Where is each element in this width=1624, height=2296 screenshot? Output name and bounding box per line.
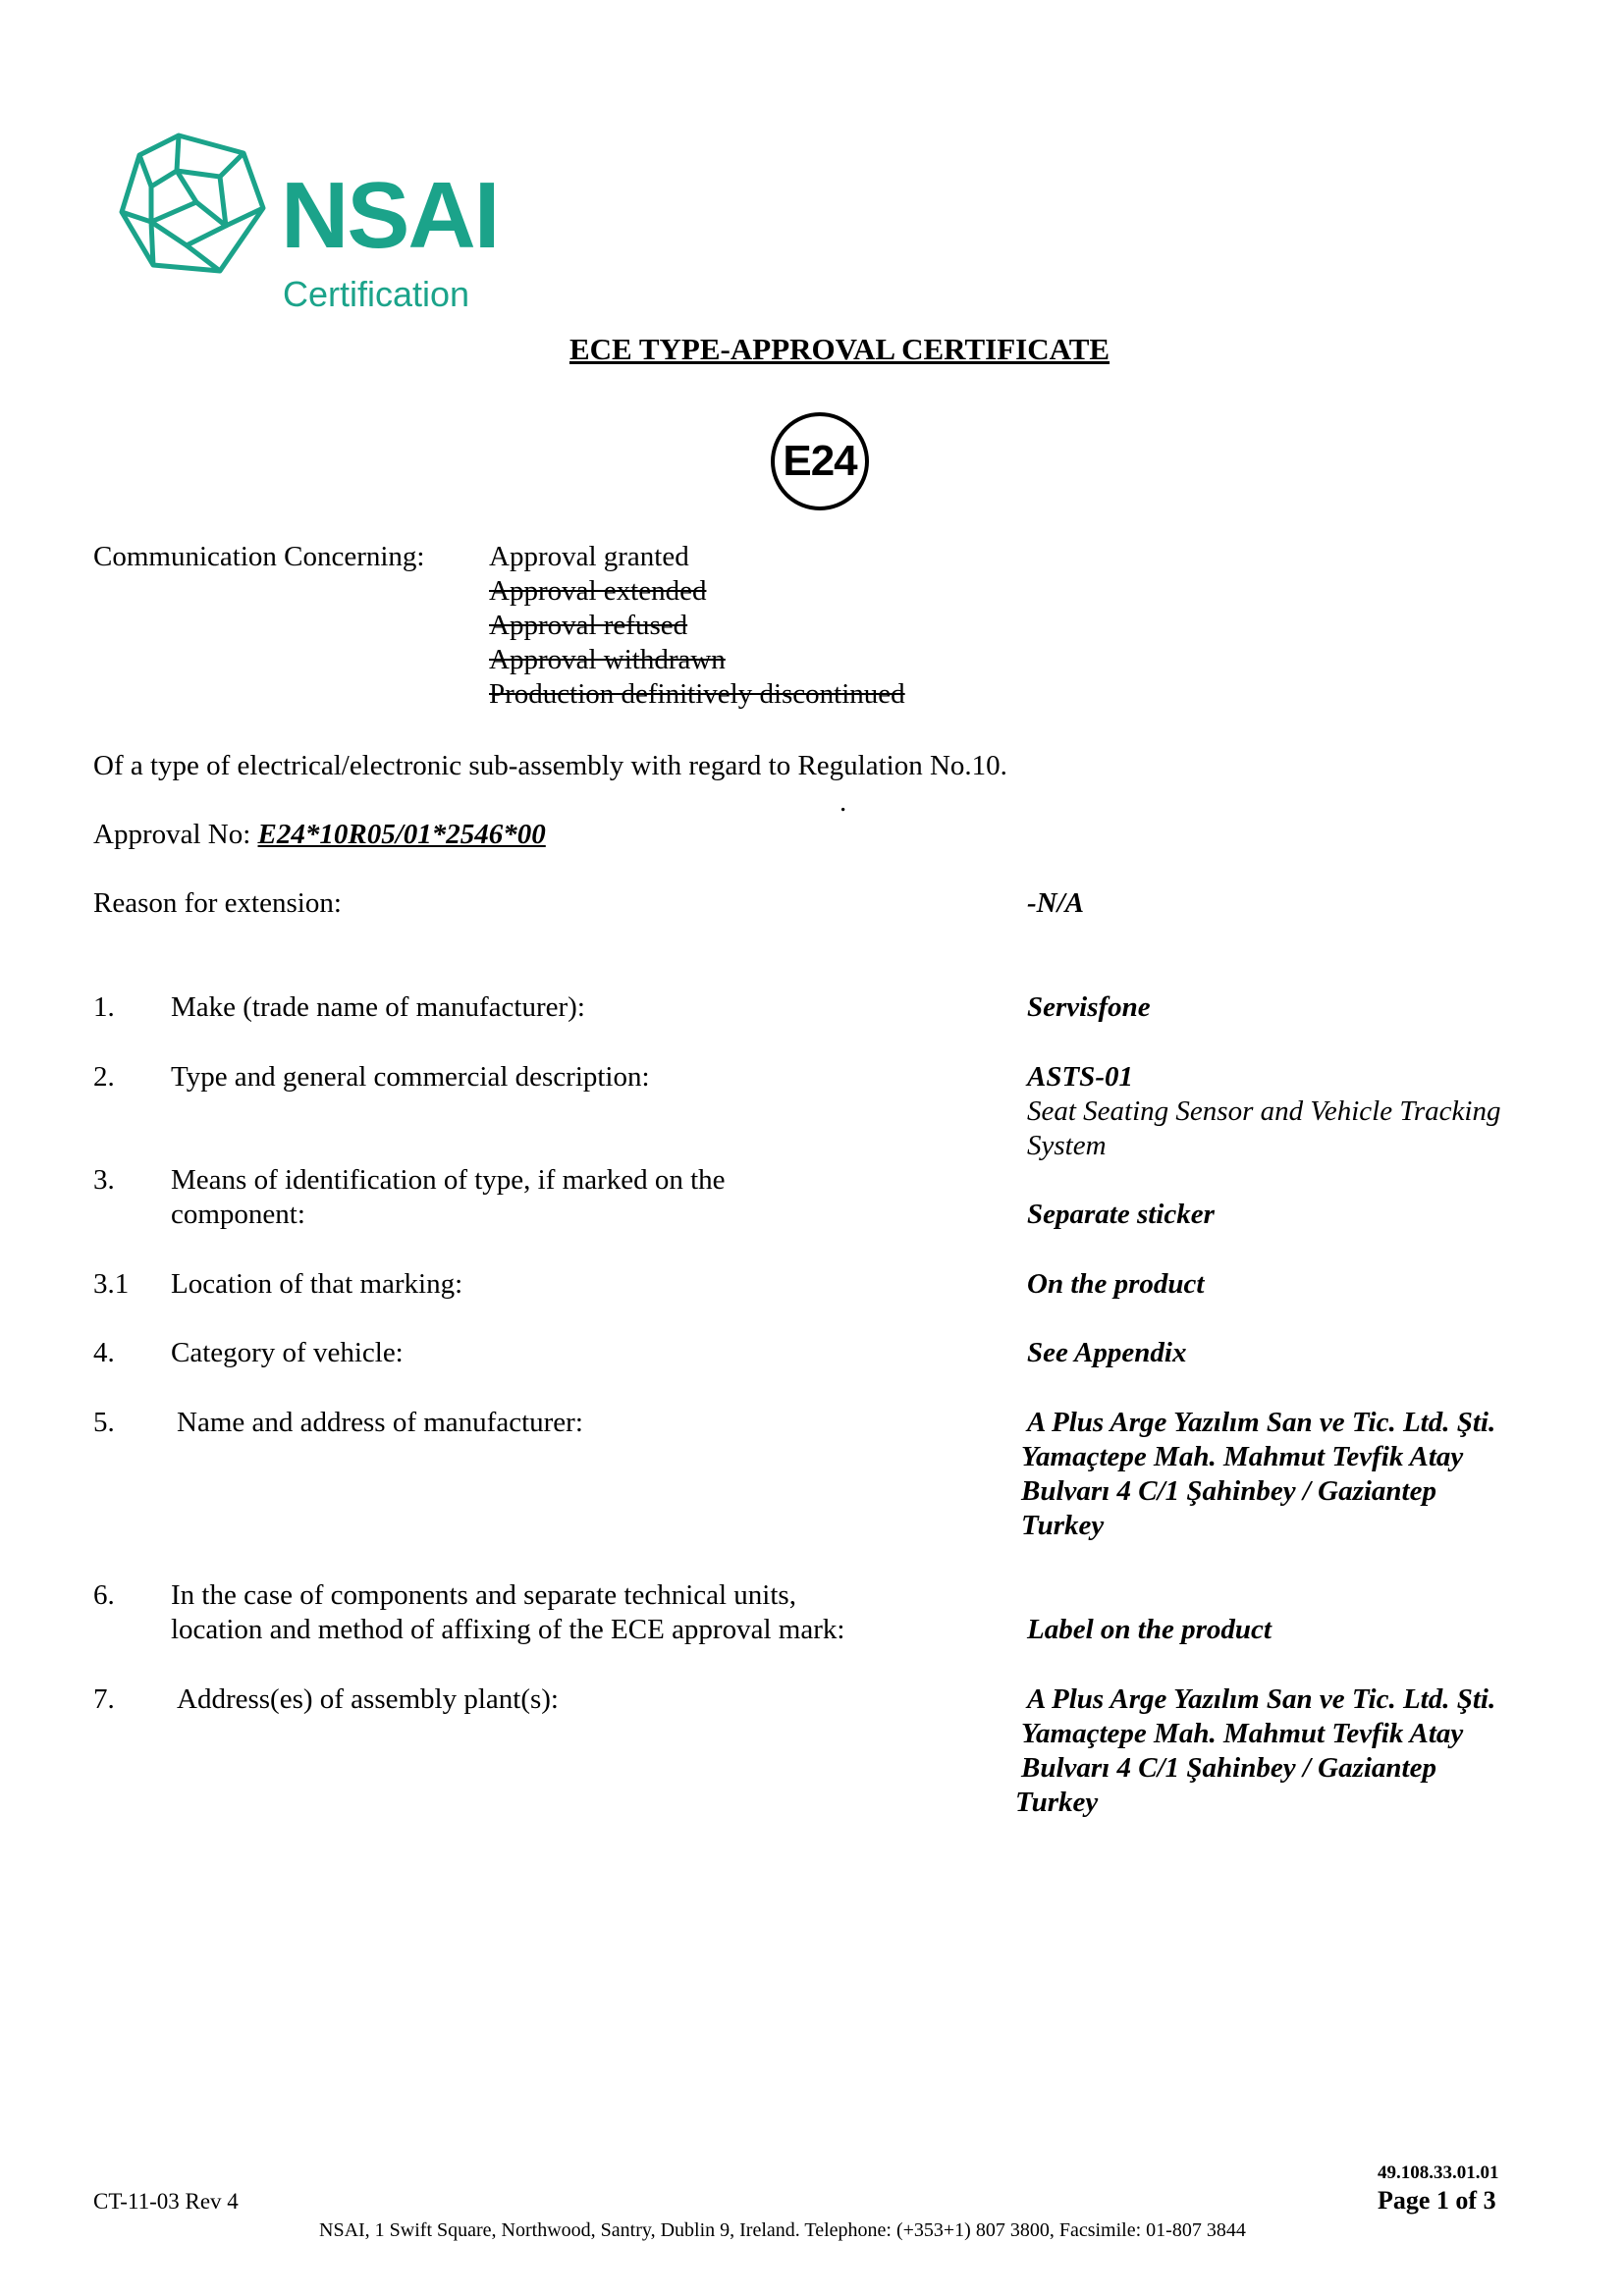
item-number: 4. [93,1337,115,1368]
nsai-logo [116,130,499,321]
item-value-make: Servisfone [1027,991,1151,1023]
nsai-polyhedron-icon [118,132,267,279]
communication-option-discontinued: Production definitively discontinued [489,678,905,710]
manufacturer-address-line: Turkey [1021,1510,1105,1541]
item-value-marking-location: On the product [1027,1268,1205,1300]
e24-approval-mark [771,412,869,510]
certificate-title: ECE TYPE-APPROVAL CERTIFICATE [568,332,1110,366]
item-label-vehicle-category: Category of vehicle: [171,1337,404,1368]
item-value-mark-affixing: Label on the product [1027,1614,1272,1645]
item-value-type-description: Seat Seating Sensor and Vehicle Tracking [1027,1095,1501,1127]
approval-mark-text: E24 [783,437,857,485]
item-number: 7. [93,1683,115,1715]
item-label-assembly-plant: Address(es) of assembly plant(s): [177,1683,559,1715]
logo-subtitle: Certification [283,274,470,314]
item-number: 3.1 [93,1268,130,1300]
item-number: 3. [93,1164,115,1196]
assembly-plant-address-line: A Plus Arge Yazılım San ve Tic. Ltd. Şti. [1027,1683,1496,1715]
footer-address: NSAI, 1 Swift Square, Northwood, Santry, Dublin 9, Ireland. Telephone: (+353+1) 807 3800, Facsimile: 01-807 3844 [319,2219,1246,2241]
manufacturer-address-line: Yamaçtepe Mah. Mahmut Tevfik Atay [1021,1441,1464,1472]
item-number: 5. [93,1407,115,1438]
approval-number-value: E24*10R05/01*2546*00 [257,819,546,850]
logo-wordmark: NSAI [281,163,499,268]
item-label-identification-cont: component: [171,1199,305,1230]
footer-doc-code: CT-11-03 Rev 4 [93,2189,239,2214]
footer-page-number: Page 1 of 3 [1378,2186,1496,2215]
assembly-plant-address-line: Yamaçtepe Mah. Mahmut Tevfik Atay [1021,1718,1464,1749]
communication-option-withdrawn: Approval withdrawn [489,644,726,675]
item-value-vehicle-category: See Appendix [1027,1337,1187,1368]
item-label-type: Type and general commercial description: [171,1061,650,1093]
item-number: 2. [93,1061,115,1093]
communication-label: Communication Concerning: [93,541,425,572]
item-label-mark-affixing-cont: location and method of affixing of the ECE approval mark: [171,1614,845,1645]
item-value-identification: Separate sticker [1027,1199,1215,1230]
item-label-mark-affixing: In the case of components and separate technical units, [171,1579,796,1611]
item-number: 1. [93,991,115,1023]
item-value-type: ASTS-01 [1027,1061,1133,1093]
manufacturer-address-line: Bulvarı 4 C/1 Şahinbey / Gaziantep [1021,1475,1436,1507]
item-value-type-description-cont: System [1027,1130,1107,1161]
assembly-plant-address-line: Bulvarı 4 C/1 Şahinbey / Gaziantep [1021,1752,1436,1784]
footer-ref-number: 49.108.33.01.01 [1378,2163,1499,2183]
manufacturer-address-line: A Plus Arge Yazılım San ve Tic. Ltd. Şti. [1027,1407,1496,1438]
item-label-identification: Means of identification of type, if marked on the [171,1164,726,1196]
communication-option-granted: Approval granted [489,541,689,572]
communication-option-extended: Approval extended [489,575,707,607]
item-number: 6. [93,1579,115,1611]
item-label-manufacturer: Name and address of manufacturer: [177,1407,583,1438]
item-label-make: Make (trade name of manufacturer): [171,991,585,1023]
assembly-plant-address-line: Turkey [1015,1787,1099,1818]
approval-number-label: Approval No: [93,819,251,850]
approval-number-row [93,818,546,852]
item-label-marking-location: Location of that marking: [171,1268,463,1300]
reason-value: -N/A [1027,887,1084,919]
reason-label: Reason for extension: [93,887,342,919]
stray-dot: . [839,786,847,818]
regulation-statement: Of a type of electrical/electronic sub-assembly with regard to Regulation No.10. [93,750,1007,781]
communication-option-refused: Approval refused [489,610,688,641]
